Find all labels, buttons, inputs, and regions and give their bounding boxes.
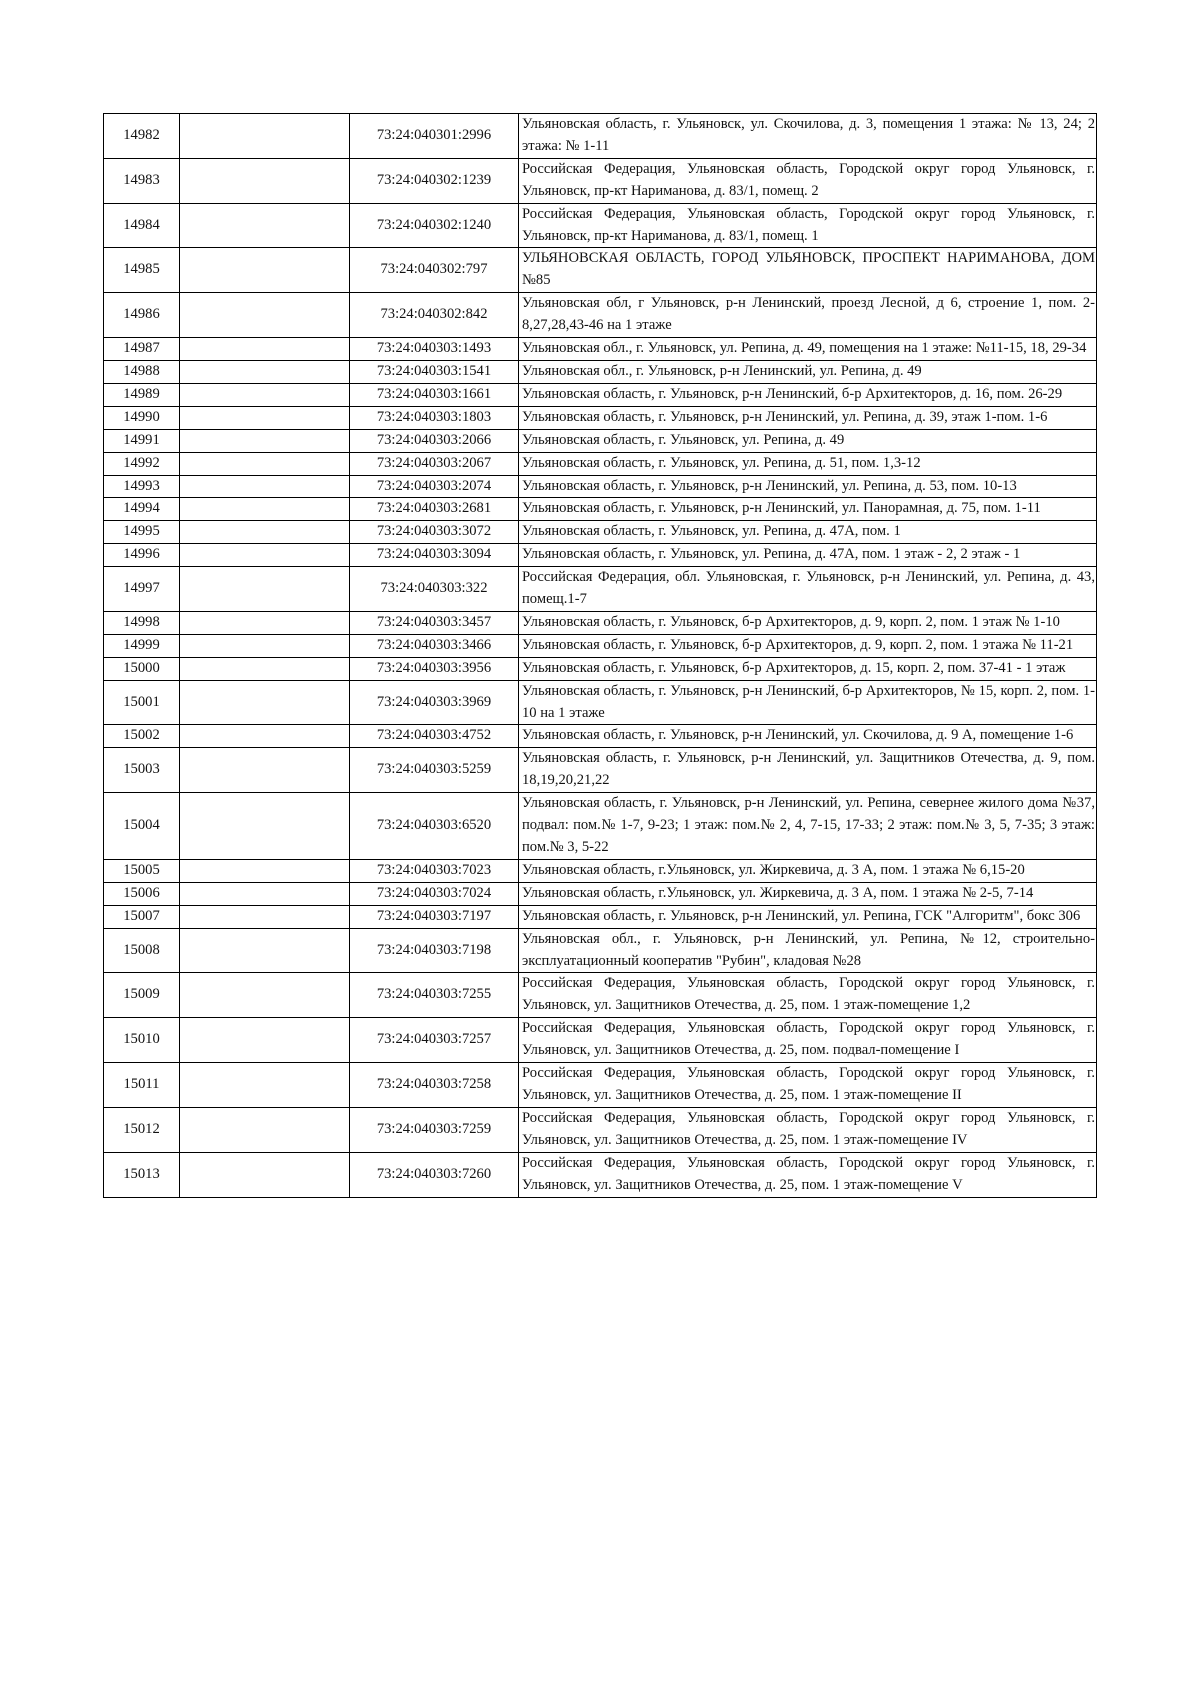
table-row (104, 406, 1097, 429)
empty-cell (180, 158, 350, 203)
cadastral-number-cell: 73:24:040303:3072 (350, 521, 519, 544)
address-cell: Ульяновская область, г. Ульяновск, р-н Ленинский, ул. Репина, ГСК "Алгоритм", бокс 306 (519, 905, 1097, 928)
cadastral-number-cell: 73:24:040303:3969 (350, 680, 519, 725)
row-number-cell: 15011 (104, 1063, 180, 1108)
address-cell: Ульяновская область, г. Ульяновск, б-р Архитекторов, д. 9, корп. 2, пом. 1 этажа № 11-21 (519, 634, 1097, 657)
table-row (104, 429, 1097, 452)
table-row (104, 725, 1097, 748)
table-row (104, 905, 1097, 928)
cadastral-number-cell: 73:24:040303:7255 (350, 973, 519, 1018)
cadastral-number-cell: 73:24:040303:7198 (350, 928, 519, 973)
empty-cell (180, 114, 350, 159)
cadastral-number-cell: 73:24:040303:7024 (350, 882, 519, 905)
row-number-cell: 15002 (104, 725, 180, 748)
empty-cell (180, 748, 350, 793)
empty-cell (180, 634, 350, 657)
empty-cell (180, 1152, 350, 1197)
address-cell: Ульяновская обл., г. Ульяновск, р-н Ленинский, ул. Репина, №12, строительно-эксплуатационный кооператив "Рубин", кладовая №28 (519, 928, 1097, 973)
row-number-cell: 14992 (104, 452, 180, 475)
empty-cell (180, 905, 350, 928)
address-cell: Ульяновская обл., г. Ульяновск, ул. Репина, д. 49, помещения на 1 этаже: №11-15, 18, 29-34 (519, 338, 1097, 361)
address-cell: Ульяновская область, г. Ульяновск, р-н Ленинский, ул. Скочилова, д. 9 А, помещение 1-6 (519, 725, 1097, 748)
table-row (104, 611, 1097, 634)
row-number-cell: 15009 (104, 973, 180, 1018)
cadastral-number-cell: 73:24:040303:6520 (350, 793, 519, 860)
table-row (104, 748, 1097, 793)
empty-cell (180, 293, 350, 338)
empty-cell (180, 1063, 350, 1108)
table-row (104, 657, 1097, 680)
table-row (104, 567, 1097, 612)
address-cell: Ульяновская область, г. Ульяновск, р-н Ленинский, б-р Архитекторов, д. 16, пом. 26-29 (519, 383, 1097, 406)
cadastral-number-cell: 73:24:040303:1493 (350, 338, 519, 361)
address-cell: Ульяновская область, г. Ульяновск, ул. Скочилова, д. 3, помещения 1 этажа: № 13, 24; 2 этажа: № 1-11 (519, 114, 1097, 159)
table-row (104, 634, 1097, 657)
empty-cell (180, 1107, 350, 1152)
row-number-cell: 15008 (104, 928, 180, 973)
address-cell: Ульяновская область, г. Ульяновск, ул. Репина, д. 47А, пом. 1 (519, 521, 1097, 544)
table-row (104, 338, 1097, 361)
row-number-cell: 14986 (104, 293, 180, 338)
table-row (104, 1107, 1097, 1152)
address-cell: Ульяновская область, г. Ульяновск, р-н Ленинский, ул. Репина, д. 53, пом. 10-13 (519, 475, 1097, 498)
empty-cell (180, 657, 350, 680)
row-number-cell: 15012 (104, 1107, 180, 1152)
empty-cell (180, 611, 350, 634)
address-cell: Ульяновская область, г. Ульяновск, р-н Ленинский, ул. Репина, севернее жилого дома №37, подвал: пом.№ 1-7, 9-23; 1 этаж: пом.№ 2, 4, 7-15, 17-33; 2 этаж: пом.№ 3, 5, 7-35; 3 этаж: пом.№ 3, 5-22 (519, 793, 1097, 860)
address-cell: Ульяновская обл, г Ульяновск, р-н Ленинский, проезд Лесной, д 6, строение 1, пом. 2-8,27,28,43-46 на 1 этаже (519, 293, 1097, 338)
table-row (104, 521, 1097, 544)
address-cell: Российская Федерация, Ульяновская область, Городской округ город Ульяновск, г. Ульяновск, ул. Защитников Отечества, д. 25, пом. 1 этаж-помещение IV (519, 1107, 1097, 1152)
table-row (104, 544, 1097, 567)
empty-cell (180, 429, 350, 452)
empty-cell (180, 360, 350, 383)
cadastral-number-cell: 73:24:040303:7197 (350, 905, 519, 928)
cadastral-number-cell: 73:24:040302:1240 (350, 203, 519, 248)
cadastral-number-cell: 73:24:040303:2067 (350, 452, 519, 475)
row-number-cell: 14987 (104, 338, 180, 361)
empty-cell (180, 725, 350, 748)
address-cell: Ульяновская область, г. Ульяновск, р-н Ленинский, ул. Репина, д. 39, этаж 1-пом. 1-6 (519, 406, 1097, 429)
table-row (104, 1018, 1097, 1063)
address-cell: Ульяновская область, г. Ульяновск, р-н Ленинский, б-р Архитекторов, № 15, корп. 2, пом. 1-10 на 1 этаже (519, 680, 1097, 725)
cadastral-number-cell: 73:24:040303:7260 (350, 1152, 519, 1197)
cadastral-number-cell: 73:24:040303:1541 (350, 360, 519, 383)
table-row (104, 1152, 1097, 1197)
table-row (104, 203, 1097, 248)
row-number-cell: 14982 (104, 114, 180, 159)
row-number-cell: 14997 (104, 567, 180, 612)
cadastral-number-cell: 73:24:040303:7259 (350, 1107, 519, 1152)
cadastral-number-cell: 73:24:040303:3466 (350, 634, 519, 657)
cadastral-number-cell: 73:24:040303:7257 (350, 1018, 519, 1063)
row-number-cell: 15006 (104, 882, 180, 905)
address-cell: Ульяновская область, г. Ульяновск, б-р Архитекторов, д. 9, корп. 2, пом. 1 этаж № 1-10 (519, 611, 1097, 634)
cadastral-number-cell: 73:24:040303:5259 (350, 748, 519, 793)
table-row (104, 859, 1097, 882)
row-number-cell: 14991 (104, 429, 180, 452)
empty-cell (180, 928, 350, 973)
address-cell: Ульяновская область, г. Ульяновск, ул. Репина, д. 51, пом. 1,3-12 (519, 452, 1097, 475)
empty-cell (180, 1018, 350, 1063)
address-cell: Российская Федерация, Ульяновская область, Городской округ город Ульяновск, г. Ульяновск, ул. Защитников Отечества, д. 25, пом. 1 этаж-помещение II (519, 1063, 1097, 1108)
cadastral-number-cell: 73:24:040302:1239 (350, 158, 519, 203)
row-number-cell: 14995 (104, 521, 180, 544)
cadastral-number-cell: 73:24:040303:322 (350, 567, 519, 612)
cadastral-number-cell: 73:24:040302:797 (350, 248, 519, 293)
empty-cell (180, 248, 350, 293)
table-row (104, 793, 1097, 860)
cadastral-number-cell: 73:24:040303:1661 (350, 383, 519, 406)
empty-cell (180, 680, 350, 725)
table-row (104, 475, 1097, 498)
address-cell: Российская Федерация, обл. Ульяновская, г. Ульяновск, р-н Ленинский, ул. Репина, д. 43, помещ.1-7 (519, 567, 1097, 612)
row-number-cell: 14984 (104, 203, 180, 248)
empty-cell (180, 859, 350, 882)
empty-cell (180, 475, 350, 498)
row-number-cell: 14993 (104, 475, 180, 498)
cadastral-number-cell: 73:24:040303:2066 (350, 429, 519, 452)
cadastral-number-cell: 73:24:040303:3094 (350, 544, 519, 567)
cadastral-number-cell: 73:24:040301:2996 (350, 114, 519, 159)
table-row (104, 158, 1097, 203)
empty-cell (180, 793, 350, 860)
address-cell: Ульяновская область, г. Ульяновск, р-н Ленинский, ул. Защитников Отечества, д. 9, пом. 18,19,20,21,22 (519, 748, 1097, 793)
table-row (104, 498, 1097, 521)
cadastral-number-cell: 73:24:040303:4752 (350, 725, 519, 748)
row-number-cell: 15004 (104, 793, 180, 860)
empty-cell (180, 338, 350, 361)
table-row (104, 928, 1097, 973)
address-cell: Российская Федерация, Ульяновская область, Городской округ город Ульяновск, г. Ульяновск, ул. Защитников Отечества, д. 25, пом. 1 этаж-помещение 1,2 (519, 973, 1097, 1018)
cadastral-number-cell: 73:24:040302:842 (350, 293, 519, 338)
row-number-cell: 15007 (104, 905, 180, 928)
address-cell: Ульяновская обл., г. Ульяновск, р-н Ленинский, ул. Репина, д. 49 (519, 360, 1097, 383)
row-number-cell: 14988 (104, 360, 180, 383)
empty-cell (180, 567, 350, 612)
cadastral-number-cell: 73:24:040303:2681 (350, 498, 519, 521)
table-row (104, 248, 1097, 293)
address-cell: Ульяновская область, г. Ульяновск, б-р Архитекторов, д. 15, корп. 2, пом. 37-41 - 1 этаж (519, 657, 1097, 680)
row-number-cell: 15000 (104, 657, 180, 680)
row-number-cell: 14990 (104, 406, 180, 429)
cadastral-number-cell: 73:24:040303:7258 (350, 1063, 519, 1108)
address-cell: Российская Федерация, Ульяновская область, Городской округ город Ульяновск, г. Ульяновск, ул. Защитников Отечества, д. 25, пом. подвал-помещение I (519, 1018, 1097, 1063)
row-number-cell: 14999 (104, 634, 180, 657)
empty-cell (180, 882, 350, 905)
table-row (104, 383, 1097, 406)
property-register-table (103, 113, 1097, 1198)
table-row (104, 452, 1097, 475)
address-cell: Ульяновская область, г.Ульяновск, ул. Жиркевича, д. 3 А, пом. 1 этажа № 6,15-20 (519, 859, 1097, 882)
row-number-cell: 15013 (104, 1152, 180, 1197)
address-cell: Ульяновская область, г. Ульяновск, р-н Ленинский, ул. Панорамная, д. 75, пом. 1-11 (519, 498, 1097, 521)
empty-cell (180, 521, 350, 544)
address-cell: УЛЬЯНОВСКАЯ ОБЛАСТЬ, ГОРОД УЛЬЯНОВСК, ПРОСПЕКТ НАРИМАНОВА, ДОМ №85 (519, 248, 1097, 293)
cadastral-number-cell: 73:24:040303:7023 (350, 859, 519, 882)
table-row (104, 1063, 1097, 1108)
empty-cell (180, 203, 350, 248)
empty-cell (180, 406, 350, 429)
address-cell: Российская Федерация, Ульяновская область, Городской округ город Ульяновск, г. Ульяновск, пр-кт Нариманова, д. 83/1, помещ. 1 (519, 203, 1097, 248)
row-number-cell: 15001 (104, 680, 180, 725)
address-cell: Ульяновская область, г. Ульяновск, ул. Репина, д. 49 (519, 429, 1097, 452)
row-number-cell: 15010 (104, 1018, 180, 1063)
table-row (104, 973, 1097, 1018)
cadastral-number-cell: 73:24:040303:3457 (350, 611, 519, 634)
row-number-cell: 14983 (104, 158, 180, 203)
empty-cell (180, 452, 350, 475)
address-cell: Российская Федерация, Ульяновская область, Городской округ город Ульяновск, г. Ульяновск, пр-кт Нариманова, д. 83/1, помещ. 2 (519, 158, 1097, 203)
row-number-cell: 15003 (104, 748, 180, 793)
empty-cell (180, 383, 350, 406)
address-cell: Ульяновская область, г.Ульяновск, ул. Жиркевича, д. 3 А, пом. 1 этажа № 2-5, 7-14 (519, 882, 1097, 905)
cadastral-number-cell: 73:24:040303:3956 (350, 657, 519, 680)
table-body (104, 114, 1097, 1198)
address-cell: Ульяновская область, г. Ульяновск, ул. Репина, д. 47А, пом. 1 этаж - 2, 2 этаж - 1 (519, 544, 1097, 567)
row-number-cell: 14985 (104, 248, 180, 293)
cadastral-number-cell: 73:24:040303:1803 (350, 406, 519, 429)
table-row (104, 882, 1097, 905)
empty-cell (180, 973, 350, 1018)
row-number-cell: 15005 (104, 859, 180, 882)
empty-cell (180, 544, 350, 567)
row-number-cell: 14989 (104, 383, 180, 406)
cadastral-number-cell: 73:24:040303:2074 (350, 475, 519, 498)
table-row (104, 680, 1097, 725)
row-number-cell: 14998 (104, 611, 180, 634)
address-cell: Российская Федерация, Ульяновская область, Городской округ город Ульяновск, г. Ульяновск, ул. Защитников Отечества, д. 25, пом. 1 этаж-помещение V (519, 1152, 1097, 1197)
table-row (104, 114, 1097, 159)
empty-cell (180, 498, 350, 521)
table-row (104, 293, 1097, 338)
table-row (104, 360, 1097, 383)
row-number-cell: 14996 (104, 544, 180, 567)
row-number-cell: 14994 (104, 498, 180, 521)
